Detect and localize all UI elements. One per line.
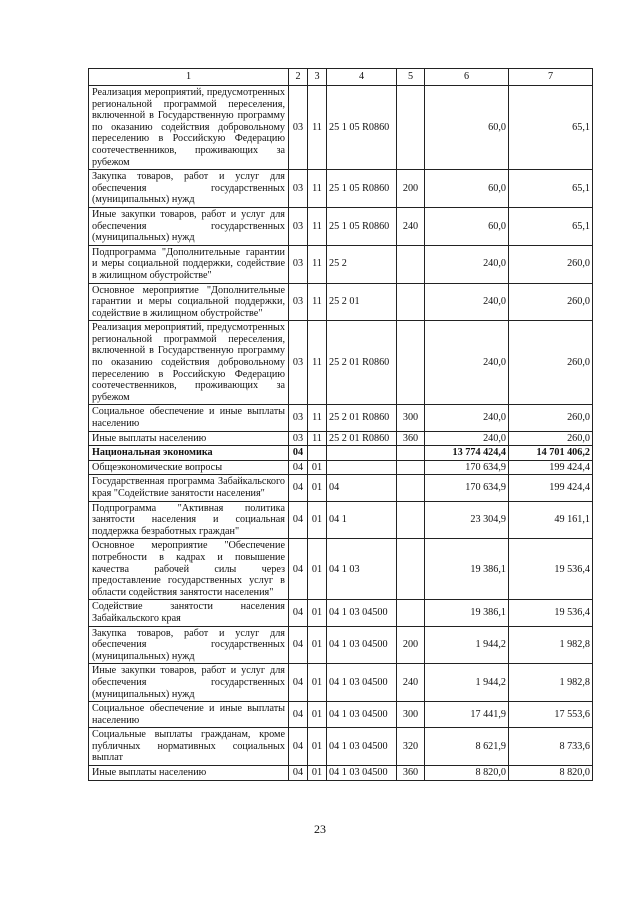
table-row — [89, 405, 593, 431]
table-row — [89, 446, 593, 461]
subsection-code-cell: 01 — [308, 460, 327, 475]
item-name-cell: Государственная программа Забайкальского края "Содействие занятости населения" — [89, 475, 289, 501]
expense-type-cell: 200 — [397, 170, 425, 208]
target-article-cell: 25 2 01 — [327, 283, 397, 321]
section-code-cell: 04 — [289, 664, 308, 702]
expense-type-cell: 360 — [397, 766, 425, 781]
subsection-code-cell: 01 — [308, 600, 327, 626]
header-cell: 5 — [397, 69, 425, 86]
item-name-cell: Подпрограмма "Активная политика занятости населения и социальная поддержка безработных граждан" — [89, 501, 289, 539]
subsection-code-cell: 11 — [308, 207, 327, 245]
table-row — [89, 664, 593, 702]
amount-col7-cell: 14 701 406,2 — [509, 446, 593, 461]
target-article-cell: 25 1 05 R0860 — [327, 207, 397, 245]
amount-col6-cell: 60,0 — [425, 86, 509, 170]
expense-type-cell — [397, 245, 425, 283]
amount-col6-cell: 240,0 — [425, 431, 509, 446]
item-name-cell: Социальное обеспечение и иные выплаты населению — [89, 702, 289, 728]
subsection-code-cell: 01 — [308, 539, 327, 600]
target-article-cell: 25 2 — [327, 245, 397, 283]
table-row — [89, 728, 593, 766]
section-code-cell: 04 — [289, 702, 308, 728]
header-cell: 3 — [308, 69, 327, 86]
section-code-cell: 04 — [289, 766, 308, 781]
amount-col6-cell: 8 820,0 — [425, 766, 509, 781]
section-code-cell: 03 — [289, 405, 308, 431]
amount-col7-cell: 65,1 — [509, 86, 593, 170]
item-name-cell: Содействие занятости населения Забайкальского края — [89, 600, 289, 626]
expense-type-cell: 320 — [397, 728, 425, 766]
section-code-cell: 04 — [289, 539, 308, 600]
table-row — [89, 460, 593, 475]
target-article-cell: 04 1 03 04500 — [327, 626, 397, 664]
amount-col6-cell: 1 944,2 — [425, 626, 509, 664]
target-article-cell: 25 2 01 R0860 — [327, 405, 397, 431]
item-name-cell: Основное мероприятие "Дополнительные гарантии и меры социальной поддержки, содействие в жилищном обустройстве" — [89, 283, 289, 321]
item-name-cell: Реализация мероприятий, предусмотренных региональной программой переселения, включенной в Государственную программу по оказанию содействия добровольному переселению в Российскую Федерацию соотечественников, проживающих за рубежом — [89, 86, 289, 170]
amount-col7-cell: 65,1 — [509, 170, 593, 208]
subsection-code-cell: 11 — [308, 283, 327, 321]
amount-col7-cell: 8 820,0 — [509, 766, 593, 781]
amount-col7-cell: 8 733,6 — [509, 728, 593, 766]
item-name-cell: Национальная экономика — [89, 446, 289, 461]
table-row — [89, 321, 593, 405]
subsection-code-cell: 11 — [308, 405, 327, 431]
item-name-cell: Общеэкономические вопросы — [89, 460, 289, 475]
expense-type-cell: 200 — [397, 626, 425, 664]
header-cell: 2 — [289, 69, 308, 86]
expense-type-cell — [397, 460, 425, 475]
item-name-cell: Социальные выплаты гражданам, кроме публичных нормативных социальных выплат — [89, 728, 289, 766]
subsection-code-cell: 01 — [308, 766, 327, 781]
expense-type-cell — [397, 321, 425, 405]
section-code-cell: 03 — [289, 321, 308, 405]
subsection-code-cell: 01 — [308, 702, 327, 728]
section-code-cell: 04 — [289, 475, 308, 501]
subsection-code-cell: 11 — [308, 431, 327, 446]
amount-col6-cell: 60,0 — [425, 170, 509, 208]
table-row — [89, 626, 593, 664]
section-code-cell: 03 — [289, 431, 308, 446]
table-row — [89, 600, 593, 626]
subsection-code-cell — [308, 446, 327, 461]
expense-type-cell — [397, 600, 425, 626]
amount-col6-cell: 240,0 — [425, 245, 509, 283]
subsection-code-cell: 01 — [308, 501, 327, 539]
amount-col7-cell: 260,0 — [509, 321, 593, 405]
amount-col6-cell: 19 386,1 — [425, 539, 509, 600]
target-article-cell — [327, 460, 397, 475]
subsection-code-cell: 11 — [308, 86, 327, 170]
target-article-cell: 25 1 05 R0860 — [327, 86, 397, 170]
table-row — [89, 245, 593, 283]
expense-type-cell — [397, 501, 425, 539]
table-row — [89, 501, 593, 539]
amount-col7-cell: 49 161,1 — [509, 501, 593, 539]
expense-type-cell — [397, 475, 425, 501]
section-code-cell: 03 — [289, 170, 308, 208]
header-row — [89, 69, 593, 86]
expense-type-cell — [397, 446, 425, 461]
header-cell: 7 — [509, 69, 593, 86]
amount-col7-cell: 19 536,4 — [509, 539, 593, 600]
table-body — [89, 69, 593, 781]
section-code-cell: 04 — [289, 446, 308, 461]
amount-col7-cell: 199 424,4 — [509, 460, 593, 475]
section-code-cell: 04 — [289, 501, 308, 539]
header-cell: 4 — [327, 69, 397, 86]
item-name-cell: Иные выплаты населению — [89, 766, 289, 781]
subsection-code-cell: 01 — [308, 475, 327, 501]
target-article-cell: 04 1 03 04500 — [327, 766, 397, 781]
target-article-cell: 04 1 03 04500 — [327, 600, 397, 626]
amount-col7-cell: 19 536,4 — [509, 600, 593, 626]
target-article-cell — [327, 446, 397, 461]
amount-col6-cell: 23 304,9 — [425, 501, 509, 539]
expense-type-cell: 360 — [397, 431, 425, 446]
amount-col7-cell: 1 982,8 — [509, 626, 593, 664]
expense-type-cell: 300 — [397, 702, 425, 728]
amount-col7-cell: 1 982,8 — [509, 664, 593, 702]
item-name-cell: Закупка товаров, работ и услуг для обеспечения государственных (муниципальных) нужд — [89, 170, 289, 208]
item-name-cell: Подпрограмма "Дополнительные гарантии и меры социальной поддержки, содействие в жилищном обустройстве" — [89, 245, 289, 283]
table-row — [89, 431, 593, 446]
table-row — [89, 86, 593, 170]
amount-col6-cell: 240,0 — [425, 283, 509, 321]
expense-type-cell: 240 — [397, 207, 425, 245]
expense-type-cell: 240 — [397, 664, 425, 702]
table-row — [89, 766, 593, 781]
amount-col7-cell: 260,0 — [509, 245, 593, 283]
table-row — [89, 283, 593, 321]
budget-table — [88, 68, 593, 781]
item-name-cell: Иные закупки товаров, работ и услуг для обеспечения государственных (муниципальных) нужд — [89, 664, 289, 702]
expense-type-cell — [397, 86, 425, 170]
target-article-cell: 04 1 03 04500 — [327, 702, 397, 728]
section-code-cell: 03 — [289, 283, 308, 321]
subsection-code-cell: 11 — [308, 170, 327, 208]
expense-type-cell — [397, 539, 425, 600]
target-article-cell: 04 — [327, 475, 397, 501]
item-name-cell: Иные закупки товаров, работ и услуг для обеспечения государственных (муниципальных) нужд — [89, 207, 289, 245]
table-row — [89, 702, 593, 728]
table-row — [89, 170, 593, 208]
expense-type-cell — [397, 283, 425, 321]
amount-col7-cell: 17 553,6 — [509, 702, 593, 728]
subsection-code-cell: 11 — [308, 321, 327, 405]
amount-col6-cell: 170 634,9 — [425, 475, 509, 501]
section-code-cell: 03 — [289, 86, 308, 170]
amount-col7-cell: 260,0 — [509, 405, 593, 431]
section-code-cell: 04 — [289, 460, 308, 475]
section-code-cell: 03 — [289, 207, 308, 245]
item-name-cell: Реализация мероприятий, предусмотренных региональной программой переселения, включенной в Государственную программу по оказанию содействия добровольному переселению в Российскую Федерацию соотечественников, проживающих за рубежом — [89, 321, 289, 405]
target-article-cell: 04 1 — [327, 501, 397, 539]
subsection-code-cell: 01 — [308, 728, 327, 766]
target-article-cell: 25 1 05 R0860 — [327, 170, 397, 208]
target-article-cell: 25 2 01 R0860 — [327, 431, 397, 446]
subsection-code-cell: 01 — [308, 626, 327, 664]
table-row — [89, 539, 593, 600]
section-code-cell: 04 — [289, 600, 308, 626]
amount-col6-cell: 240,0 — [425, 405, 509, 431]
target-article-cell: 25 2 01 R0860 — [327, 321, 397, 405]
amount-col6-cell: 240,0 — [425, 321, 509, 405]
item-name-cell: Иные выплаты населению — [89, 431, 289, 446]
amount-col6-cell: 13 774 424,4 — [425, 446, 509, 461]
section-code-cell: 03 — [289, 245, 308, 283]
amount-col7-cell: 199 424,4 — [509, 475, 593, 501]
subsection-code-cell: 01 — [308, 664, 327, 702]
item-name-cell: Основное мероприятие "Обеспечение потребности в кадрах и повышение качества рабочей силы через предоставление государственных услуг в области содействия занятости населения" — [89, 539, 289, 600]
amount-col7-cell: 260,0 — [509, 283, 593, 321]
amount-col6-cell: 8 621,9 — [425, 728, 509, 766]
amount-col6-cell: 19 386,1 — [425, 600, 509, 626]
amount-col6-cell: 170 634,9 — [425, 460, 509, 475]
section-code-cell: 04 — [289, 728, 308, 766]
page-number: 23 — [314, 822, 326, 836]
subsection-code-cell: 11 — [308, 245, 327, 283]
amount-col7-cell: 260,0 — [509, 431, 593, 446]
amount-col7-cell: 65,1 — [509, 207, 593, 245]
table-row — [89, 475, 593, 501]
expense-type-cell: 300 — [397, 405, 425, 431]
header-cell: 6 — [425, 69, 509, 86]
amount-col6-cell: 1 944,2 — [425, 664, 509, 702]
header-cell: 1 — [89, 69, 289, 86]
target-article-cell: 04 1 03 04500 — [327, 664, 397, 702]
amount-col6-cell: 17 441,9 — [425, 702, 509, 728]
item-name-cell: Закупка товаров, работ и услуг для обеспечения государственных (муниципальных) нужд — [89, 626, 289, 664]
target-article-cell: 04 1 03 04500 — [327, 728, 397, 766]
table-row — [89, 207, 593, 245]
item-name-cell: Социальное обеспечение и иные выплаты населению — [89, 405, 289, 431]
section-code-cell: 04 — [289, 626, 308, 664]
amount-col6-cell: 60,0 — [425, 207, 509, 245]
target-article-cell: 04 1 03 — [327, 539, 397, 600]
